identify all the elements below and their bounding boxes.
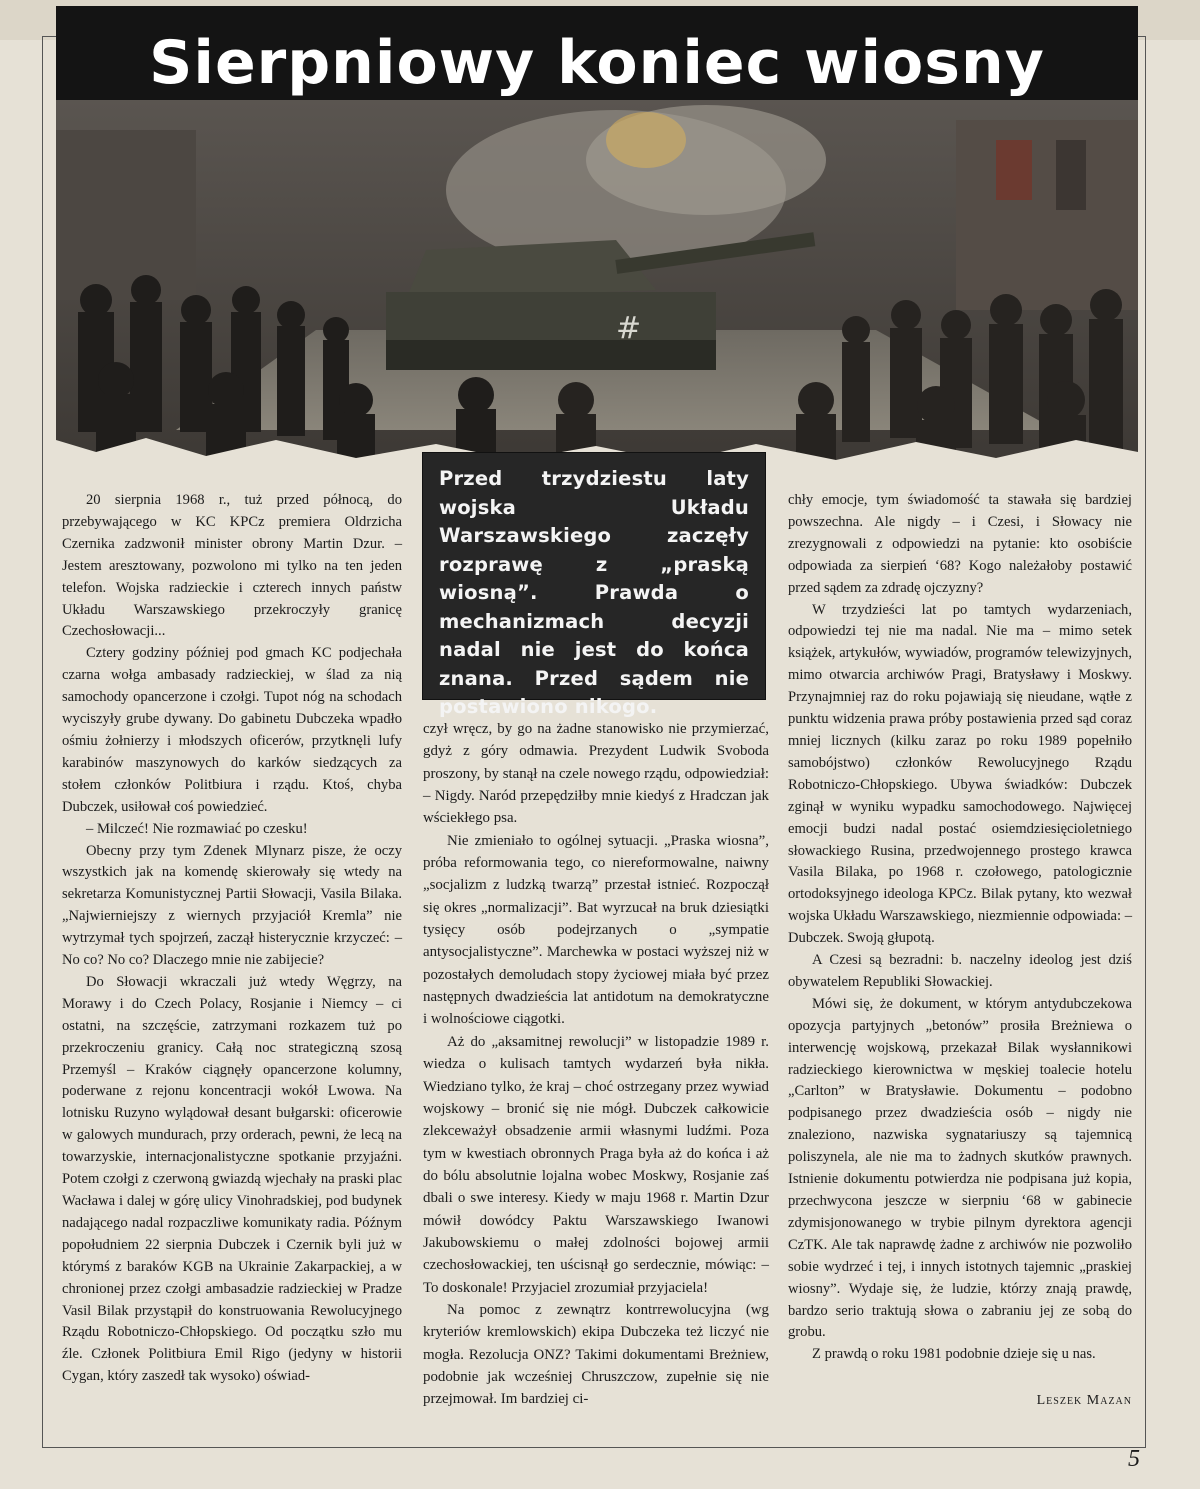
svg-text:#: # [616, 311, 642, 346]
lead-box [422, 452, 766, 718]
paragraph: Nie zmieniało to ogólnej sytuacji. „Praska wiosna”, próba reformowania tego, co niereformowalne, naiwny „socjalizm z ludzką twarzą” przestał istnieć. Rozpoczął się okres „normalizacji”. Bat wyrzucał na bruk dziesiątki tysięcy osób podejrzanych o „sympatie antysocjalistyczne”. Marchewka w postaci wyższej niż w pozostałych demoludach stopy życiowej miała być przez następnych dwadzieścia lat antidotum na demokratyczne i wolnościowe ciągotki. [423, 832, 769, 1028]
paragraph: Na pomoc z zewnątrz kontrrewolucyjna (wg kryteriów kremlowskich) ekipa Dubczeka też liczyć nie mogła. Rezolucja ONZ? Takimi dokumentami Breżniew, podobnie jak wcześniej Chruszczow, zupełnie się nie przejmował. Im bardziej ci- [423, 1301, 769, 1408]
paragraph: Mówi się, że dokument, w którym antydubczekowa opozycja partyjnych „betonów” prosiła Breżniewa o interwencję wojskową, przekazał Bilak wysłannikowi radzieckiego kierownictwa w męskiej toalecie hotelu „Carlton” w Bratysławie. Dokumentu – podobno podpisanego przez dwadzieścia osób – nigdy nie znaleziono, nazwiska sygnatariuszy są tajemnicą poliszynela, ale nie ma to żadnych skutków prawnych. Istnienie dokumentu potwierdza nie podpisana już kopia, przechwycona jeszcze w sierpniu ‘68 w gabinecie zdymisjonowanego w trybie pilnym dyrektora agencji CzTK. Ale tak naprawdę żadne z archiwów nie pozwoliło sobie wydrzeć i tej, i innych istotnych tajemnic „praskiej wiosny”. Wydaje się, że ludzie, którzy znają prawdę, bardzo serio traktują słowa o zabraniu jej ze sobą do grobu. [788, 995, 1132, 1341]
paragraph: Z prawdą o roku 1981 podobnie dzieje się u nas. [812, 1346, 1096, 1363]
paragraph: czył wręcz, by go na żadne stanowisko nie przymierzać, gdyż z góry odmawia. Prezydent Ludwik Svoboda proszony, by stanął na czele nowego rządu, odpowiedział: – Nigdy. Naród przepędziłby mnie kiedyś z Hradczan jak wściekłego psa. [423, 721, 769, 827]
photo-image [56, 100, 1138, 500]
paragraph: Cztery godziny później pod gmach KC podjechała czarna wołga ambasady radzieckiej, w ślad za nią samochody opancerzone i czołgi. Tupot nóg na schodach wyciszyły grube dywany. Do gabinetu Dubczeka wpadło ośmiu żołnierzy i młodszych oficerów, przytknęli lufy karabinów maszynowych do karków siedzących za stołem członków Politbiura i rządu. Ktoś, chyba Dubczek, usiłował coś powiedzieć. [62, 645, 402, 815]
paragraph: Obecny przy tym Zdenek Mlynarz pisze, że oczy wszystkich jak na komendę skierowały się wtedy na sekretarza Komunistycznej Partii Słowacji, Vasila Bilaka. „Najwierniejszy z wiernych przyjaciół Kremla” nie wytrzymał tych spojrzeń, zaczął histerycznie krzyczeć: – No co? No co? Dlaczego mnie nie zabijecie? [62, 842, 402, 969]
column-2 [423, 718, 769, 1411]
paragraph: W trzydzieści lat po tamtych wydarzeniach, odpowiedzi tej nie ma nadal. Nie ma – mimo setek książek, artykułów, wywiadów, programów telewizyjnych, mimo otwarcia archiwów Pragi, Bratysławy i Moskwy. Przynajmniej raz do roku pojawiają się nieudane, wątłe z punktu widzenia prawa próby postawienia przed sąd coraz mniej licznych (kilku zaraz po roku 1989 popełniło samobójstwo) członków Rewolucyjnego Rządu Robotniczo-Chłopskiego. Ubywa świadków: Dubczek zginął w wyniku wypadku samochodowego. Najwięcej emocji budzi nadal postać osiemdziesięcioletniego słowackiego Rusina, przedwojennego prostego krawca Vasila Bilaka, po 1968 r. czołowego, patologicznie ortodoksyjnego ideologa KPCz. Bilak pytany, kto wezwał wojska Układu Warszawskiego, niezmiennie odpowiada: – Dubczek. Swoją głupotą. [788, 601, 1132, 947]
paragraph: chły emocje, tym świadomość ta stawała się bardziej powszechna. Ale nigdy – i Czesi, i Słowacy nie zrezygnowali z odpowiedzi na pytanie: kto osobiście odpowiada za sierpień ‘68? Kogo należałoby postawić przed sądem za zdradę ojczyzny? [788, 492, 1132, 596]
article-lead: Przed trzydziestu laty wojska Układu Warszawskiego zaczęły rozprawę z „praską wiosną”. Prawda o mechanizmach decyzji nadal nie jest do końca znana. Przed sądem nie postawiono nikogo. [439, 467, 749, 718]
tank-crowd-photo [56, 100, 1138, 500]
column-1 [62, 490, 402, 1388]
page-number: 5 [1128, 1446, 1140, 1472]
paragraph: – Milczeć! Nie rozmawiać po czesku! [86, 820, 308, 837]
paragraph: Do Słowacji wkraczali już wtedy Węgrzy, na Morawy i do Czech Polacy, Rosjanie i Niemcy – ci ostatni, na szczęście, zatrzymani rozkazem tuż po przekroczeniu granicy. Całą noc strategiczną szosą Przemyśl – Kraków ciągnęły opancerzone kolumny, poderwane z rejonu koncentracji wokół Lwowa. Na lotnisku Ruzyno wylądował desant bułgarski: oficerowie w galowych mundurach, przy orderach, pewni, że lecą na towarzyskie, internacjonalistyczne spotkanie przyjaźni. Potem czołgi z czerwoną gwiazdą wjechały na praski plac Wacława i dalej w górę ulicy Vinohradskiej, pod budynek nadającego nadal rozpaczliwe komunikaty radia. Późnym popołudniem 22 sierpnia Dubczek i Czernik byli już w którymś z baraków KGB na Ukrainie Zakarpackiej, a w chronionej przez czołgi ambasadzie radzieckiej w Pradze Vasil Bilak przystąpił do konstruowania Rewolucyjnego Rządu Robotniczo-Chłopskiego. Od początku szło mu źle. Członek Politbiura Emil Rigo (jedyny w historii Cygan, który zaszedł tak wysoko) oświad- [62, 973, 402, 1385]
paragraph: A Czesi są bezradni: b. naczelny ideolog jest dziś obywatelem Republiki Słowackiej. [788, 952, 1132, 990]
article-title: Sierpniowy koniec wiosny [149, 28, 1045, 98]
paragraph: Aż do „aksamitnej rewolucji” w listopadzie 1989 r. wiedza o kulisach tamtych wydarzeń była nikła. Wiedziano tylko, że kraj – choć ostrzegany przez wywiad wojskowy – bronić się nie mógł. Dubczek całkowicie zlekceważył obsadzenie armii własnymi ludźmi. Poza tym w kwestiach obronnych Praga była aż do końca i aż do bólu absolutnie lojalna wobec Moskwy, Rosjanie zaś dbali o swe interesy. Kiedy w maju 1968 r. Martin Dzur mówił dowódcy Paktu Warszawskiego Iwanowi Jakubowskiemu o małej zdolności bojowej armii czechosłowackiej, ten uścisnął go serdecznie, mówiąc: – To doskonale! Przyjaciel zrozumiał przyjaciela! [423, 1033, 769, 1296]
author-byline: Leszek Mazan [1036, 1393, 1132, 1408]
column-3 [788, 490, 1132, 1366]
paragraph: 20 sierpnia 1968 r., tuż przed północą, do przebywającego w KC KPCz premiera Oldrzicha Czernika zadzwonił minister obrony Martin Dzur. – Jestem aresztowany, pozwolono mi tylko na ten jeden telefon. Wojska radzieckie i czterech innych państw Układu Warszawskiego przekroczyły granicę Czechosłowacji... [62, 492, 402, 640]
